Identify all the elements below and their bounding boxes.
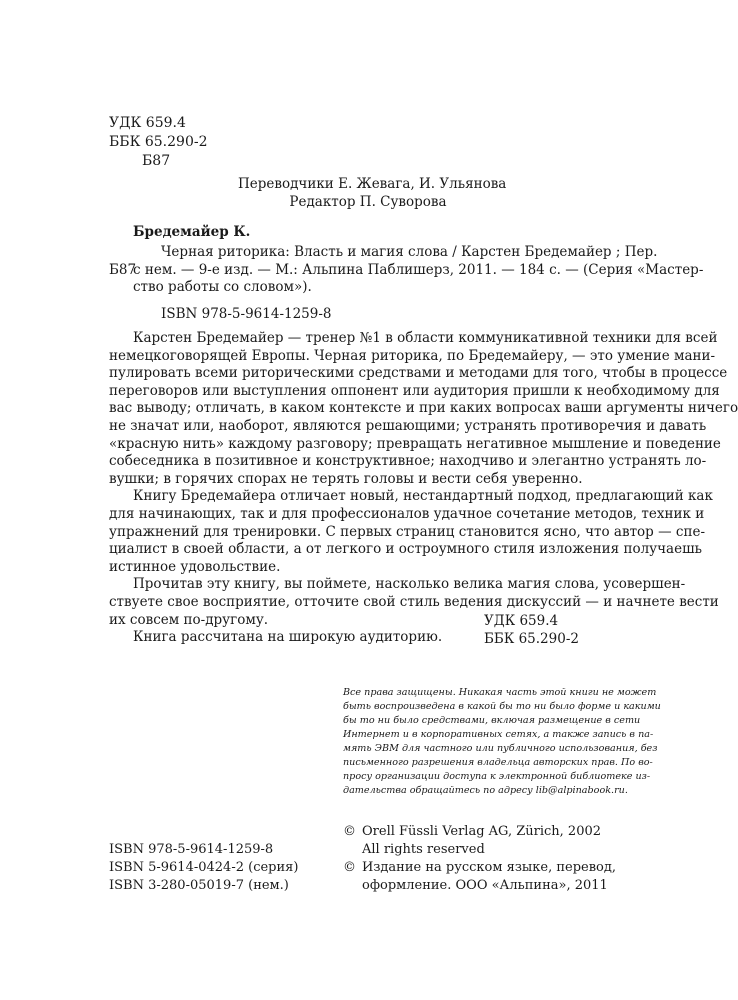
bbk-code: ББК 65.290-2	[484, 630, 579, 647]
udk-code: УДК 659.4	[109, 115, 186, 131]
text-line: вушки; в горячих спорах не терять головы и вести себя уверенно.	[109, 470, 583, 487]
text-line: пулировать всеми риторическими средствами и методами для того, чтобы в процессе	[109, 365, 728, 382]
rights-line: бы то ни было средствами, включая размещение в сети	[343, 715, 641, 726]
copyright-entry-2	[343, 859, 616, 895]
rights-line: Интернет и в корпоративных сетях, а также запись в па-	[343, 729, 654, 740]
copyright-icon: ©	[343, 824, 356, 839]
text-line: ствуете свое восприятие, отточите свой стиль ведения дискуссий — и начнете вести	[109, 593, 719, 610]
annotation-paragraph-1	[109, 330, 738, 488]
credits-block	[238, 175, 507, 211]
copyright-line: Издание на русском языке, перевод,	[362, 860, 616, 875]
copyright-line: оформление. ООО «Альпина», 2011	[362, 878, 608, 893]
annotation-audience: Книга рассчитана на широкую аудиторию.	[133, 629, 443, 646]
annotation	[109, 330, 738, 647]
rights-line: мять ЭВМ для частного или публичного использования, без	[343, 743, 658, 754]
text-line: собеседника в позитивное и конструктивное; находчиво и элегантно устранять ло-	[109, 453, 707, 470]
text-line: Книгу Бредемайера отличает новый, нестандартный подход, предлагающий как	[133, 488, 713, 505]
catalog-code: Б87	[109, 262, 137, 278]
text-line: не значат или, наоборот, являются решающими; устранять противоречия и давать	[109, 417, 707, 434]
udk-code: УДК 659.4	[484, 613, 559, 629]
rights-line: Все права защищены. Никакая часть этой книги не может	[343, 687, 657, 698]
text-line: Прочитав эту книгу, вы поймете, насколько велика магия слова, усовершен-	[133, 576, 686, 593]
rights-line: дательства обращайтесь по адресу lib@alpinabook.ru.	[343, 785, 628, 796]
copyright-line: Orell Füssli Verlag AG, Zürich, 2002	[362, 824, 602, 839]
text-line: немецкоговорящей Европы. Черная риторика, по Бредемайеру, — это умение мани-	[109, 347, 716, 364]
text-line: циалист в своей области, а от легкого и остроумного стиля изложения получаешь	[109, 541, 702, 558]
text-line: для начинающих, так и для профессионалов удачное сочетание методов, техник и	[109, 505, 705, 522]
text-line: «красную нить» каждому разговору; превращать негативное мышление и поведение	[109, 435, 721, 452]
author-mark: Б87	[142, 153, 171, 169]
translators-line: Переводчики Е. Жевага, И. Ульянова	[238, 176, 507, 192]
copyright-entry-1	[343, 823, 602, 859]
catalog-description	[133, 244, 704, 297]
isbn-line: ISBN 3-280-05019-7 (нем.)	[109, 878, 289, 893]
rights-line: просу организации доступа к электронной библиотеке из-	[343, 771, 651, 782]
annotation-paragraph-2	[109, 488, 713, 576]
classification-block	[109, 114, 309, 171]
rights-line: быть воспроизведена в какой бы то ни было форме и какими	[343, 701, 661, 712]
rights-notice	[343, 686, 661, 798]
bbk-code: ББК 65.290-2	[109, 134, 208, 150]
isbn-line: ISBN 978-5-9614-1259-8	[109, 842, 274, 857]
catalog-line: ство работы со словом»).	[133, 279, 312, 296]
text-line: их совсем по-другому.	[109, 611, 269, 628]
copyright-icon: ©	[343, 860, 356, 875]
annotation-classification	[484, 613, 579, 648]
editor-line: Редактор П. Суворова	[289, 194, 447, 210]
text-line: истинное удовольствие.	[109, 558, 281, 575]
isbn-list	[109, 841, 298, 895]
catalog-line: Черная риторика: Власть и магия слова / Карстен Бредемайер ; Пер.	[161, 244, 658, 260]
copyright-line: All rights reserved	[362, 842, 485, 857]
copyright-block	[343, 823, 616, 895]
isbn-line: ISBN 5-9614-0424-2 (серия)	[109, 860, 299, 875]
text-line: упражнений для тренировки. С первых страниц становится ясно, что автор — спе-	[109, 523, 706, 540]
text-line: вас выводу; отличать, в каком контексте и при каких вопросах ваши аргументы ничего	[109, 400, 738, 417]
catalog-author: Бредемайер К.	[133, 224, 251, 240]
rights-line: письменного разрешения владельца авторских прав. По во-	[343, 757, 653, 768]
catalog-isbn: ISBN 978-5-9614-1259-8	[161, 306, 332, 322]
text-line: переговоров или выступления оппонент или аудитория пришли к необходимому для	[109, 382, 720, 399]
catalog-line: с нем. — 9-е изд. — М.: Альпина Паблишерз, 2011. — 184 с. — (Серия «Мастер-	[133, 261, 704, 278]
text-line: Карстен Бредемайер — тренер №1 в области коммуникативной техники для всей	[133, 330, 718, 346]
